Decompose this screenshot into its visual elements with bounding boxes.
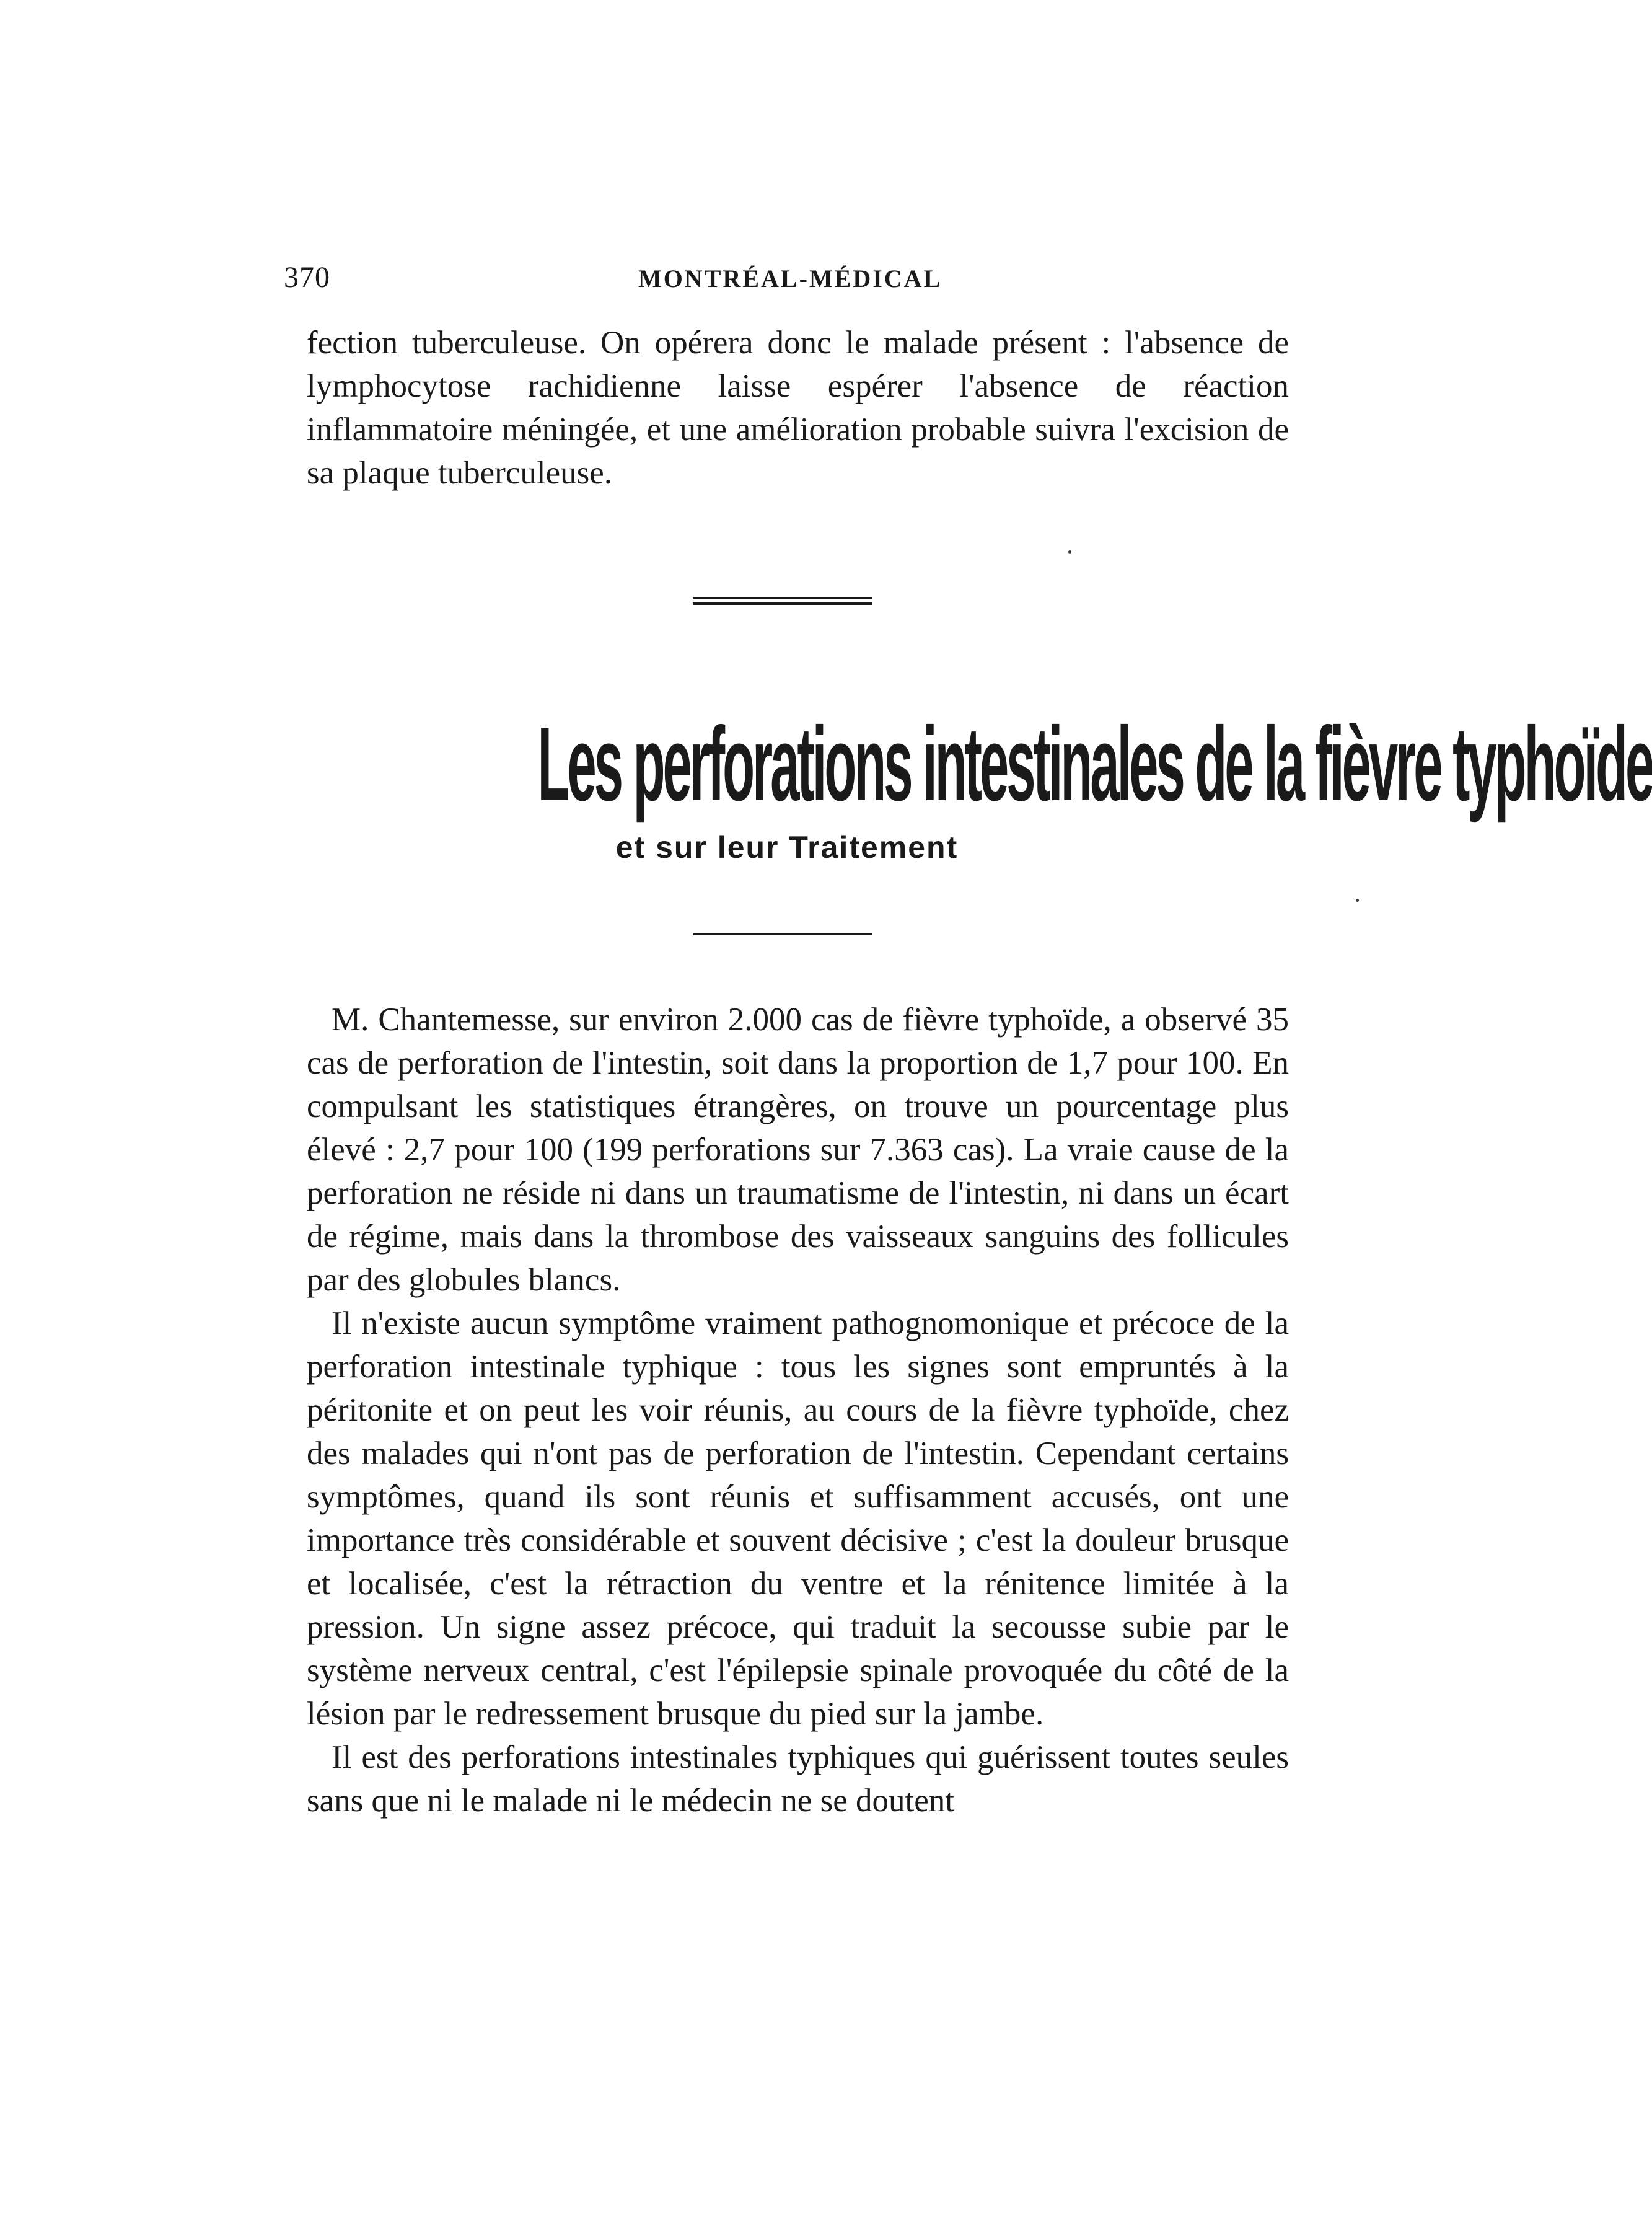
print-speck	[1068, 550, 1071, 554]
page-header	[284, 260, 1289, 298]
section-divider-double	[693, 597, 872, 605]
body-paragraph: M. Chantemesse, sur environ 2.000 cas de fièvre typhoïde, a observé 35 cas de perforation de l'intestin, soit dans la proportion de 1,7 pour 100. En compulsant les statistiques étrangères, on trouve un pourcentage plus élevé : 2,7 pour 100 (199 perforations sur 7.363 cas). La vraie cause de la perforation ne réside ni dans un traumatisme de l'intestin, ni dans un écart de régime, mais dans la thrombose des vaisseaux sanguins des follicules par des globules blancs.	[307, 1002, 1289, 1298]
article-subtitle: et sur leur Traitement	[615, 830, 959, 865]
page-number: 370	[284, 261, 330, 294]
running-title: MONTRÉAL-MÉDICAL	[638, 265, 942, 293]
intro-paragraph: fection tuberculeuse. On opérera donc le malade présent : l'absence de lymphocytose rachidienne laisse espérer l'absence de réaction inflammatoire méningée, et une amélioration probable suivra l'excision de sa plaque tuberculeuse.	[307, 325, 1289, 491]
title-divider	[693, 933, 872, 935]
print-speck	[1356, 899, 1359, 902]
intro-paragraph-block	[307, 321, 1289, 495]
body-paragraph: Il est des perforations intestinales typhiques qui guérissent toutes seules sans que ni le malade ni le médecin ne se doutent	[307, 1739, 1289, 1819]
body-paragraph: Il n'existe aucun symptôme vraiment pathognomonique et précoce de la perforation intestinale typhique : tous les signes sont empruntés à la péritonite et on peut les voir réunis, au cours de la fièvre typhoïde, chez des malades qui n'ont pas de perforation de l'intestin. Cependant certains symptômes, quand ils sont réunis et suffisamment accusés, ont une importance très considérable et souvent décisive ; c'est la douleur brusque et localisée, c'est la rétraction du ventre et la rénitence limitée à la pression. Un signe assez précoce, qui traduit la secousse subie par le système nerveux central, c'est l'épilepsie spinale provoquée du côté de la lésion par le redressement brusque du pied sur la jambe.	[307, 1305, 1289, 1732]
article-body	[307, 998, 1289, 1822]
article-title: Les perforations intestinales de la fièvre typhoïde	[537, 705, 1652, 823]
